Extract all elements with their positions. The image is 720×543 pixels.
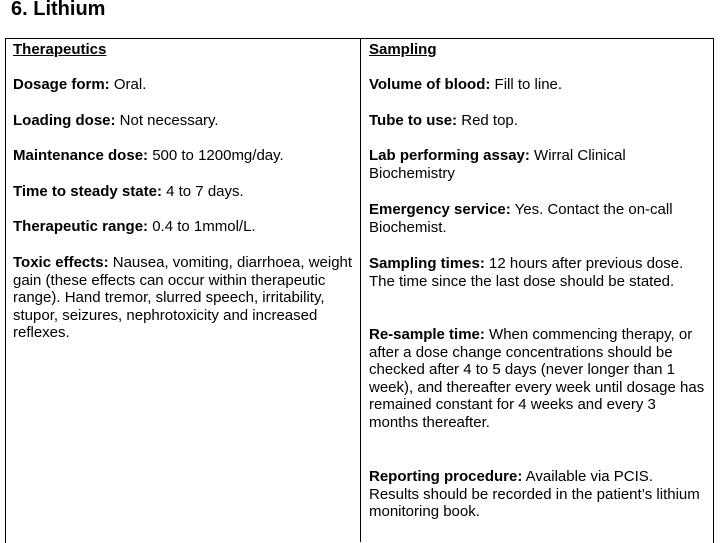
dosage-form-label: Dosage form:	[13, 76, 110, 93]
resample-time-value: When commencing therapy, or after a dose change concentrations should be checked after 4 to 5 days (never longer than 1 week), and thereafter every week until dosage has remained constant for 4 weeks and every 3 months thereafter.	[369, 326, 705, 431]
lab-label: Lab performing assay:	[369, 147, 530, 164]
column-divider	[360, 38, 361, 542]
therapeutic-range-value: 0.4 to 1mmol/L.	[148, 218, 256, 235]
maintenance-dose-item	[13, 147, 284, 165]
toxic-effects-value: Nausea, vomiting, diarrhoea, weight gain (these effects can occur within therapeutic range). Hand tremor, slurred speech, irritability, stupor, seizures, nephrotoxicity and increased reflexes.	[13, 254, 353, 341]
loading-dose-label: Loading dose:	[13, 112, 116, 129]
steady-state-value: 4 to 7 days.	[161, 183, 244, 200]
steady-state-item	[13, 183, 244, 201]
toxic-effects-item	[13, 254, 353, 342]
lab-value: Wirral Clinical Biochemistry	[369, 147, 626, 182]
emergency-service-item	[369, 201, 705, 236]
maintenance-dose-label: Maintenance dose:	[13, 147, 149, 164]
maintenance-dose-value: 500 to 1200mg/day.	[148, 147, 284, 164]
lab-item	[369, 147, 699, 182]
tube-label: Tube to use:	[369, 112, 458, 129]
sampling-times-value: 12 hours after previous dose. The time since the last dose should be stated.	[369, 255, 684, 290]
dosage-form-item	[13, 76, 146, 94]
volume-of-blood-label: Volume of blood:	[369, 76, 491, 93]
therapeutic-range-item	[13, 218, 256, 236]
reporting-procedure-label: Reporting procedure:	[369, 468, 523, 485]
therapeutic-range-label: Therapeutic range:	[13, 218, 149, 235]
loading-dose-item	[13, 112, 219, 130]
tube-item	[369, 112, 518, 130]
toxic-effects-label: Toxic effects:	[13, 254, 109, 271]
volume-of-blood-item	[369, 76, 562, 94]
resample-time-item	[369, 326, 705, 431]
sampling-times-item	[369, 255, 705, 290]
emergency-service-label: Emergency service:	[369, 201, 511, 218]
reporting-procedure-value: Available via PCIS. Results should be recorded in the patient’s lithium monitoring book.	[369, 468, 700, 520]
therapeutics-heading: Therapeutics	[13, 41, 107, 58]
emergency-service-value: Yes. Contact the on-call Biochemist.	[369, 201, 673, 236]
volume-of-blood-value: Fill to line.	[490, 76, 563, 93]
steady-state-label: Time to steady state:	[13, 183, 162, 200]
resample-time-label: Re-sample time:	[369, 326, 485, 343]
sampling-times-label: Sampling times:	[369, 255, 485, 272]
page-title: 6. Lithium	[11, 0, 106, 20]
sampling-heading: Sampling	[369, 41, 437, 58]
reporting-procedure-item	[369, 468, 705, 521]
tube-value: Red top.	[457, 112, 518, 129]
dosage-form-value: Oral.	[109, 76, 147, 93]
loading-dose-value: Not necessary.	[115, 112, 219, 129]
